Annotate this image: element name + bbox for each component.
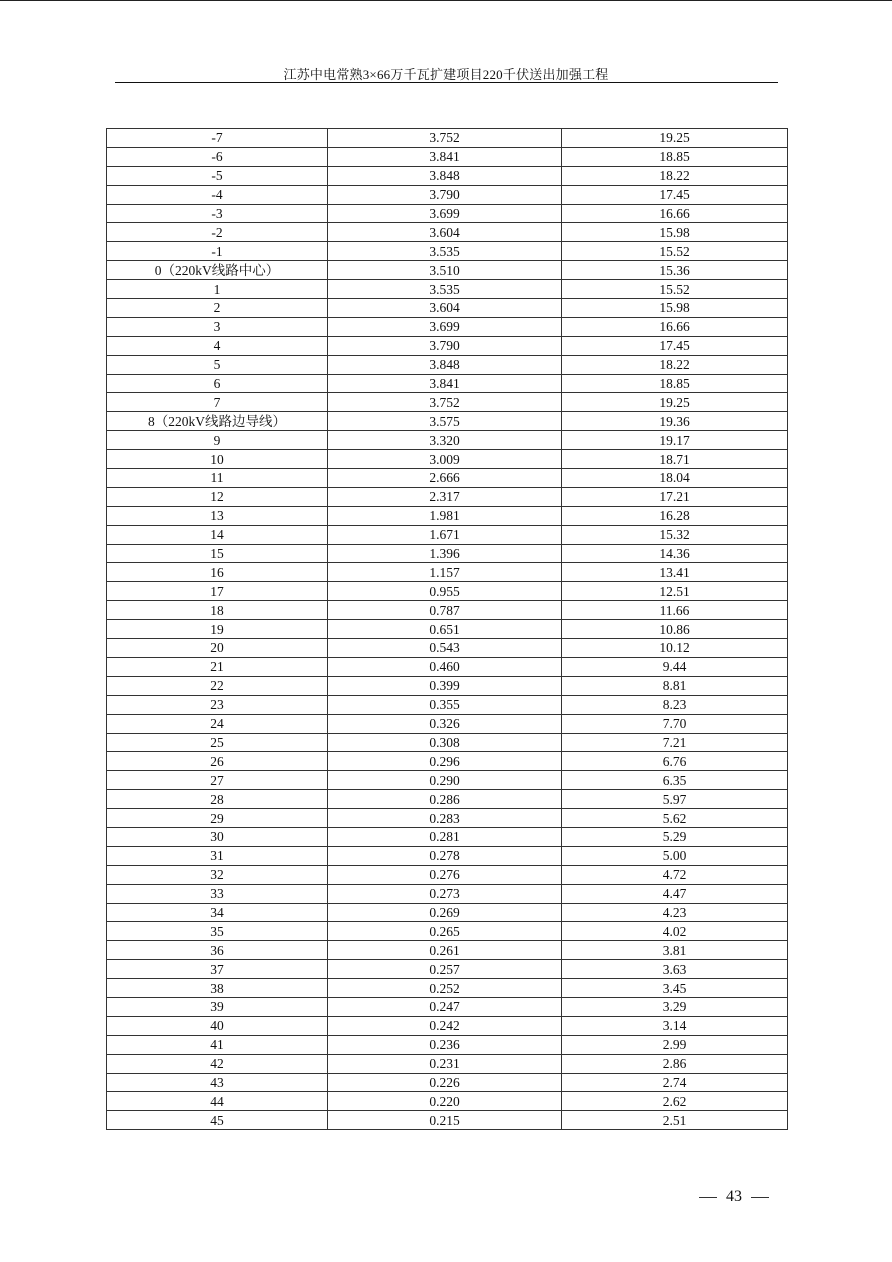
table-cell-value-a: 0.257 — [328, 960, 562, 979]
table-cell-value-a: 0.308 — [328, 733, 562, 752]
table-cell-value-a: 3.604 — [328, 223, 562, 242]
table-cell-value-b: 15.98 — [562, 299, 788, 318]
table-cell-value-a: 3.848 — [328, 355, 562, 374]
table-cell-position: 44 — [107, 1092, 328, 1111]
table-row — [107, 827, 788, 846]
table-row — [107, 941, 788, 960]
table-cell-value-b: 4.72 — [562, 865, 788, 884]
table-cell-value-a: 3.604 — [328, 299, 562, 318]
table-cell-value-a: 0.242 — [328, 1016, 562, 1035]
table-row — [107, 903, 788, 922]
page-top-edge — [0, 0, 892, 1]
table-cell-value-a: 3.752 — [328, 129, 562, 148]
table-cell-value-a: 0.283 — [328, 809, 562, 828]
table-row — [107, 242, 788, 261]
table-cell-value-b: 4.02 — [562, 922, 788, 941]
table-row — [107, 639, 788, 658]
table-cell-value-b: 9.44 — [562, 657, 788, 676]
table-row — [107, 374, 788, 393]
table-cell-position: 34 — [107, 903, 328, 922]
table-cell-value-a: 0.296 — [328, 752, 562, 771]
table-cell-value-b: 2.74 — [562, 1073, 788, 1092]
table-cell-value-b: 18.85 — [562, 374, 788, 393]
table-cell-value-a: 0.460 — [328, 657, 562, 676]
table-row — [107, 204, 788, 223]
table-cell-value-b: 7.70 — [562, 714, 788, 733]
table-cell-value-a: 3.790 — [328, 185, 562, 204]
table-cell-position: 38 — [107, 979, 328, 998]
table-row — [107, 166, 788, 185]
table-cell-value-a: 1.671 — [328, 525, 562, 544]
table-row — [107, 960, 788, 979]
table-cell-position: 21 — [107, 657, 328, 676]
table-cell-value-b: 2.62 — [562, 1092, 788, 1111]
table-cell-value-a: 0.286 — [328, 790, 562, 809]
table-cell-value-b: 16.66 — [562, 317, 788, 336]
table-cell-value-b: 3.45 — [562, 979, 788, 998]
table-body — [107, 129, 788, 1130]
table-cell-value-b: 2.99 — [562, 1035, 788, 1054]
table-row — [107, 299, 788, 318]
table-row — [107, 506, 788, 525]
table-cell-position: 29 — [107, 809, 328, 828]
table-row — [107, 393, 788, 412]
table-cell-position: 23 — [107, 695, 328, 714]
table-cell-position: 10 — [107, 450, 328, 469]
table-row — [107, 469, 788, 488]
table-cell-value-b: 15.52 — [562, 280, 788, 299]
table-cell-value-a: 0.215 — [328, 1111, 562, 1130]
table-row — [107, 1111, 788, 1130]
table-cell-value-b: 18.22 — [562, 166, 788, 185]
table-cell-value-a: 3.841 — [328, 374, 562, 393]
table-cell-value-b: 3.14 — [562, 1016, 788, 1035]
table-cell-value-a: 2.666 — [328, 469, 562, 488]
table-row — [107, 657, 788, 676]
table-cell-value-b: 4.23 — [562, 903, 788, 922]
table-cell-value-a: 3.699 — [328, 204, 562, 223]
table-cell-value-b: 3.29 — [562, 997, 788, 1016]
table-cell-value-a: 3.535 — [328, 280, 562, 299]
table-cell-value-b: 5.62 — [562, 809, 788, 828]
table-cell-position: 12 — [107, 487, 328, 506]
table-row — [107, 846, 788, 865]
table-cell-value-a: 0.326 — [328, 714, 562, 733]
table-cell-value-a: 0.261 — [328, 941, 562, 960]
data-table — [106, 128, 788, 1130]
table-cell-position: 22 — [107, 676, 328, 695]
table-cell-position: 41 — [107, 1035, 328, 1054]
table-cell-value-b: 6.76 — [562, 752, 788, 771]
table-cell-value-b: 3.81 — [562, 941, 788, 960]
table-row — [107, 676, 788, 695]
table-row — [107, 431, 788, 450]
table-cell-value-b: 4.47 — [562, 884, 788, 903]
table-cell-value-b: 15.98 — [562, 223, 788, 242]
table-row — [107, 582, 788, 601]
table-cell-value-a: 0.265 — [328, 922, 562, 941]
table-cell-value-a: 0.355 — [328, 695, 562, 714]
table-cell-position: 9 — [107, 431, 328, 450]
table-cell-value-b: 12.51 — [562, 582, 788, 601]
table-cell-position: 37 — [107, 960, 328, 979]
table-cell-position: 17 — [107, 582, 328, 601]
table-cell-position: 16 — [107, 563, 328, 582]
table-cell-value-a: 0.252 — [328, 979, 562, 998]
table-row — [107, 544, 788, 563]
table-cell-position: 18 — [107, 601, 328, 620]
table-cell-position: -6 — [107, 147, 328, 166]
table-cell-value-a: 3.320 — [328, 431, 562, 450]
table-cell-value-b: 5.97 — [562, 790, 788, 809]
table-cell-position: 5 — [107, 355, 328, 374]
table-cell-position: 27 — [107, 771, 328, 790]
table-row — [107, 752, 788, 771]
table-row — [107, 1016, 788, 1035]
table-row — [107, 809, 788, 828]
table-cell-value-b: 19.17 — [562, 431, 788, 450]
table-cell-value-b: 18.85 — [562, 147, 788, 166]
table-cell-value-a: 0.399 — [328, 676, 562, 695]
table-cell-position: 13 — [107, 506, 328, 525]
table-cell-value-a: 0.651 — [328, 620, 562, 639]
table-cell-value-b: 8.23 — [562, 695, 788, 714]
table-cell-value-b: 17.45 — [562, 185, 788, 204]
footer-dash-right — [751, 1197, 769, 1198]
table-row — [107, 223, 788, 242]
table-cell-value-a: 3.009 — [328, 450, 562, 469]
table-cell-position: 33 — [107, 884, 328, 903]
table-row — [107, 487, 788, 506]
table-cell-position: 43 — [107, 1073, 328, 1092]
table-row — [107, 185, 788, 204]
table-cell-position: 20 — [107, 639, 328, 658]
table-cell-position: 42 — [107, 1054, 328, 1073]
table-cell-position: 30 — [107, 827, 328, 846]
table-cell-value-b: 17.45 — [562, 336, 788, 355]
table-cell-position: 28 — [107, 790, 328, 809]
table-cell-value-a: 3.752 — [328, 393, 562, 412]
table-cell-position: 19 — [107, 620, 328, 639]
table-cell-value-a: 0.236 — [328, 1035, 562, 1054]
table-cell-position: 8（220kV线路边导线） — [107, 412, 328, 431]
table-cell-value-a: 1.396 — [328, 544, 562, 563]
table-row — [107, 129, 788, 148]
table-cell-position: -5 — [107, 166, 328, 185]
table-row — [107, 147, 788, 166]
table-cell-value-a: 2.317 — [328, 487, 562, 506]
table-cell-value-b: 18.71 — [562, 450, 788, 469]
table-row — [107, 997, 788, 1016]
table-cell-value-b: 18.04 — [562, 469, 788, 488]
table-cell-value-a: 3.790 — [328, 336, 562, 355]
table-cell-position: 31 — [107, 846, 328, 865]
table-cell-value-b: 10.12 — [562, 639, 788, 658]
table-cell-position: 4 — [107, 336, 328, 355]
table-cell-position: 36 — [107, 941, 328, 960]
table-cell-value-b: 19.36 — [562, 412, 788, 431]
page-number: 43 — [726, 1188, 742, 1205]
table-row — [107, 884, 788, 903]
table-cell-value-b: 2.51 — [562, 1111, 788, 1130]
table-cell-value-a: 0.290 — [328, 771, 562, 790]
table-row — [107, 336, 788, 355]
table-row — [107, 412, 788, 431]
table-cell-position: 25 — [107, 733, 328, 752]
table-cell-value-a: 0.220 — [328, 1092, 562, 1111]
table-cell-value-b: 7.21 — [562, 733, 788, 752]
table-cell-position: -1 — [107, 242, 328, 261]
table-cell-value-b: 2.86 — [562, 1054, 788, 1073]
table-cell-value-b: 15.52 — [562, 242, 788, 261]
table-cell-value-b: 10.86 — [562, 620, 788, 639]
table-cell-position: 0（220kV线路中心） — [107, 261, 328, 280]
table-cell-position: -4 — [107, 185, 328, 204]
table-cell-value-a: 0.247 — [328, 997, 562, 1016]
table-row — [107, 733, 788, 752]
table-cell-value-a: 3.848 — [328, 166, 562, 185]
table-cell-value-a: 0.787 — [328, 601, 562, 620]
table-cell-value-a: 3.841 — [328, 147, 562, 166]
table-row — [107, 695, 788, 714]
table-cell-value-a: 0.281 — [328, 827, 562, 846]
table-cell-value-a: 0.276 — [328, 865, 562, 884]
table-row — [107, 1054, 788, 1073]
table-cell-value-a: 0.231 — [328, 1054, 562, 1073]
table-row — [107, 601, 788, 620]
table-row — [107, 979, 788, 998]
table-row — [107, 714, 788, 733]
table-row — [107, 865, 788, 884]
table-cell-value-b: 11.66 — [562, 601, 788, 620]
table-cell-position: 2 — [107, 299, 328, 318]
table-row — [107, 261, 788, 280]
page-footer — [0, 1188, 778, 1206]
table-cell-value-a: 1.981 — [328, 506, 562, 525]
table-row — [107, 525, 788, 544]
table-cell-value-b: 13.41 — [562, 563, 788, 582]
table-row — [107, 771, 788, 790]
table-row — [107, 280, 788, 299]
table-cell-value-b: 8.81 — [562, 676, 788, 695]
table-row — [107, 1035, 788, 1054]
table-cell-position: 6 — [107, 374, 328, 393]
footer-dash-left — [699, 1197, 717, 1198]
table-row — [107, 922, 788, 941]
table-cell-value-b: 19.25 — [562, 393, 788, 412]
table-cell-value-a: 0.543 — [328, 639, 562, 658]
table-row — [107, 563, 788, 582]
table-cell-value-a: 0.273 — [328, 884, 562, 903]
table-cell-position: 3 — [107, 317, 328, 336]
table-cell-position: 24 — [107, 714, 328, 733]
table-cell-value-b: 19.25 — [562, 129, 788, 148]
table-cell-value-b: 18.22 — [562, 355, 788, 374]
table-cell-position: 39 — [107, 997, 328, 1016]
table-cell-position: 15 — [107, 544, 328, 563]
table-cell-position: 7 — [107, 393, 328, 412]
table-cell-position: 32 — [107, 865, 328, 884]
table-cell-value-b: 6.35 — [562, 771, 788, 790]
table-cell-value-a: 3.510 — [328, 261, 562, 280]
table-cell-value-b: 15.32 — [562, 525, 788, 544]
table-cell-position: -2 — [107, 223, 328, 242]
table-cell-value-b: 14.36 — [562, 544, 788, 563]
table-cell-value-b: 17.21 — [562, 487, 788, 506]
table-cell-position: 14 — [107, 525, 328, 544]
table-row — [107, 1073, 788, 1092]
table-row — [107, 620, 788, 639]
table-cell-position: -7 — [107, 129, 328, 148]
table-cell-position: 26 — [107, 752, 328, 771]
table-cell-position: 11 — [107, 469, 328, 488]
table-cell-value-a: 1.157 — [328, 563, 562, 582]
table-cell-value-b: 5.00 — [562, 846, 788, 865]
table-row — [107, 355, 788, 374]
table-cell-value-b: 3.63 — [562, 960, 788, 979]
table-cell-value-a: 0.955 — [328, 582, 562, 601]
table-row — [107, 790, 788, 809]
table-row — [107, 317, 788, 336]
table-cell-position: 1 — [107, 280, 328, 299]
header-rule — [115, 82, 778, 83]
table-cell-value-a: 0.278 — [328, 846, 562, 865]
table-cell-value-b: 16.66 — [562, 204, 788, 223]
table-cell-value-b: 15.36 — [562, 261, 788, 280]
table-cell-position: 35 — [107, 922, 328, 941]
running-header: 江苏中电常熟3×66万千瓦扩建项目220千伏送出加强工程 — [283, 67, 609, 82]
table-cell-value-a: 3.535 — [328, 242, 562, 261]
table-row — [107, 1092, 788, 1111]
table-cell-value-a: 0.226 — [328, 1073, 562, 1092]
table-cell-position: -3 — [107, 204, 328, 223]
table-row — [107, 450, 788, 469]
table-cell-value-a: 3.699 — [328, 317, 562, 336]
table-cell-value-b: 5.29 — [562, 827, 788, 846]
table-cell-value-a: 0.269 — [328, 903, 562, 922]
table-cell-value-b: 16.28 — [562, 506, 788, 525]
table-cell-value-a: 3.575 — [328, 412, 562, 431]
table-cell-position: 45 — [107, 1111, 328, 1130]
table-cell-position: 40 — [107, 1016, 328, 1035]
